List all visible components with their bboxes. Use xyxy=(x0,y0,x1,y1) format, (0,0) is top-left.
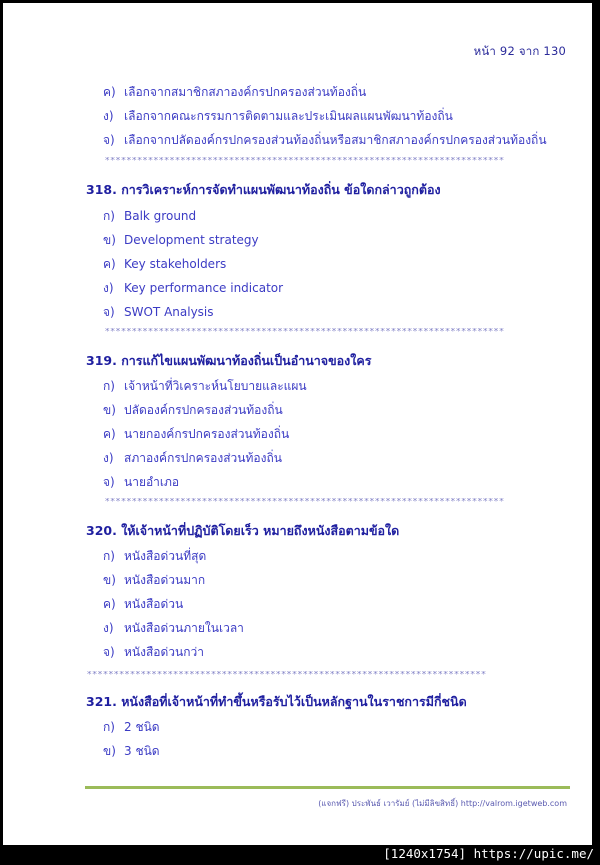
option-item xyxy=(103,377,307,396)
option-text: Development strategy xyxy=(124,233,259,247)
option-text: นายอำเภอ xyxy=(124,475,180,489)
option-item xyxy=(103,473,179,492)
option-item xyxy=(103,425,289,444)
option-letter: ข) xyxy=(103,744,116,758)
option-text: Key performance indicator xyxy=(124,281,284,295)
option-item xyxy=(103,207,196,226)
option-letter: ก) xyxy=(103,209,115,223)
image-watermark: [1240x1754] https://upic.me/ xyxy=(383,846,594,861)
option-item xyxy=(103,303,214,322)
option-letter: ข) xyxy=(103,403,116,417)
option-text: หนังสือด่วนมาก xyxy=(124,573,206,587)
option-item xyxy=(103,83,366,102)
footer-divider xyxy=(85,786,570,789)
option-item xyxy=(103,643,204,662)
option-item xyxy=(103,131,547,150)
option-text: เจ้าหน้าที่วิเคราะห์นโยบายและแผน xyxy=(124,379,307,393)
option-letter: จ) xyxy=(103,475,115,489)
option-text: เลือกจากปลัดองค์กรปกครองส่วนท้องถิ่นหรือสมาชิกสภาองค์กรปกครองส่วนท้องถิ่น xyxy=(124,133,547,147)
option-letter: ค) xyxy=(103,427,116,441)
option-text: เลือกจากสมาชิกสภาองค์กรปกครองส่วนท้องถิ่น xyxy=(124,85,367,99)
question-title: 318. การวิเคราะห์การจัดทำแผนพัฒนาท้องถิ่น ข้อใดกล่าวถูกต้อง xyxy=(86,182,441,197)
option-letter: ก) xyxy=(103,720,115,734)
option-text: SWOT Analysis xyxy=(124,305,214,319)
option-letter: ข) xyxy=(103,233,116,247)
option-letter: ข) xyxy=(103,573,116,587)
question-title: 319. การแก้ไขแผนพัฒนาท้องถิ่นเป็นอำนาจของใคร xyxy=(86,353,372,368)
option-text: เลือกจากคณะกรรมการติดตามและประเมินผลแผนพัฒนาท้องถิ่น xyxy=(124,109,453,123)
option-letter: ง) xyxy=(103,109,114,123)
option-text: 2 ชนิด xyxy=(124,720,160,734)
option-text: Balk ground xyxy=(124,209,197,223)
option-letter: จ) xyxy=(103,305,115,319)
option-letter: จ) xyxy=(103,645,115,659)
option-letter: จ) xyxy=(103,133,115,147)
option-text: 3 ชนิด xyxy=(124,744,160,758)
option-text: หนังสือด่วนที่สุด xyxy=(124,549,207,563)
separator: ************************************************************************** xyxy=(105,328,505,336)
option-item xyxy=(103,231,259,250)
option-item xyxy=(103,595,183,614)
option-item xyxy=(103,571,205,590)
separator: ************************************************************************** xyxy=(87,671,487,679)
separator: ************************************************************************** xyxy=(105,498,505,506)
option-item xyxy=(103,449,282,468)
option-letter: ค) xyxy=(103,85,116,99)
option-item xyxy=(103,718,160,737)
separator: ************************************************************************** xyxy=(105,157,505,165)
option-text: สภาองค์กรปกครองส่วนท้องถิ่น xyxy=(124,451,282,465)
option-item xyxy=(103,279,283,298)
option-text: หนังสือด่วน xyxy=(124,597,184,611)
option-item xyxy=(103,107,453,126)
option-letter: ก) xyxy=(103,549,115,563)
option-item xyxy=(103,547,206,566)
option-letter: ง) xyxy=(103,451,114,465)
option-item xyxy=(103,742,160,761)
option-letter: ค) xyxy=(103,597,116,611)
option-item xyxy=(103,255,226,274)
page-number: หน้า 92 จาก 130 xyxy=(473,44,566,58)
option-letter: ง) xyxy=(103,621,114,635)
option-letter: ง) xyxy=(103,281,114,295)
option-letter: ค) xyxy=(103,257,116,271)
option-item xyxy=(103,401,283,420)
option-letter: ก) xyxy=(103,379,115,393)
option-text: นายกองค์กรปกครองส่วนท้องถิ่น xyxy=(124,427,290,441)
option-item xyxy=(103,619,244,638)
question-title: 320. ให้เจ้าหน้าที่ปฏิบัติโดยเร็ว หมายถึงหนังสือตามข้อใด xyxy=(86,523,400,538)
option-text: ปลัดองค์กรปกครองส่วนท้องถิ่น xyxy=(124,403,283,417)
option-text: Key stakeholders xyxy=(124,257,227,271)
option-text: หนังสือด่วนกว่า xyxy=(124,645,204,659)
question-title: 321. หนังสือที่เจ้าหน้าที่ทำขึ้นหรือรับไว้เป็นหลักฐานในราชการมีกี่ชนิด xyxy=(86,694,467,709)
option-text: หนังสือด่วนภายในเวลา xyxy=(124,621,244,635)
document-page xyxy=(3,3,592,845)
footer-credit: (แจกฟรี) ประพันธ์ เวารัมย์ (ไม่มีลิขสิทธิ์) http://valrom.igetweb.com xyxy=(318,799,567,808)
